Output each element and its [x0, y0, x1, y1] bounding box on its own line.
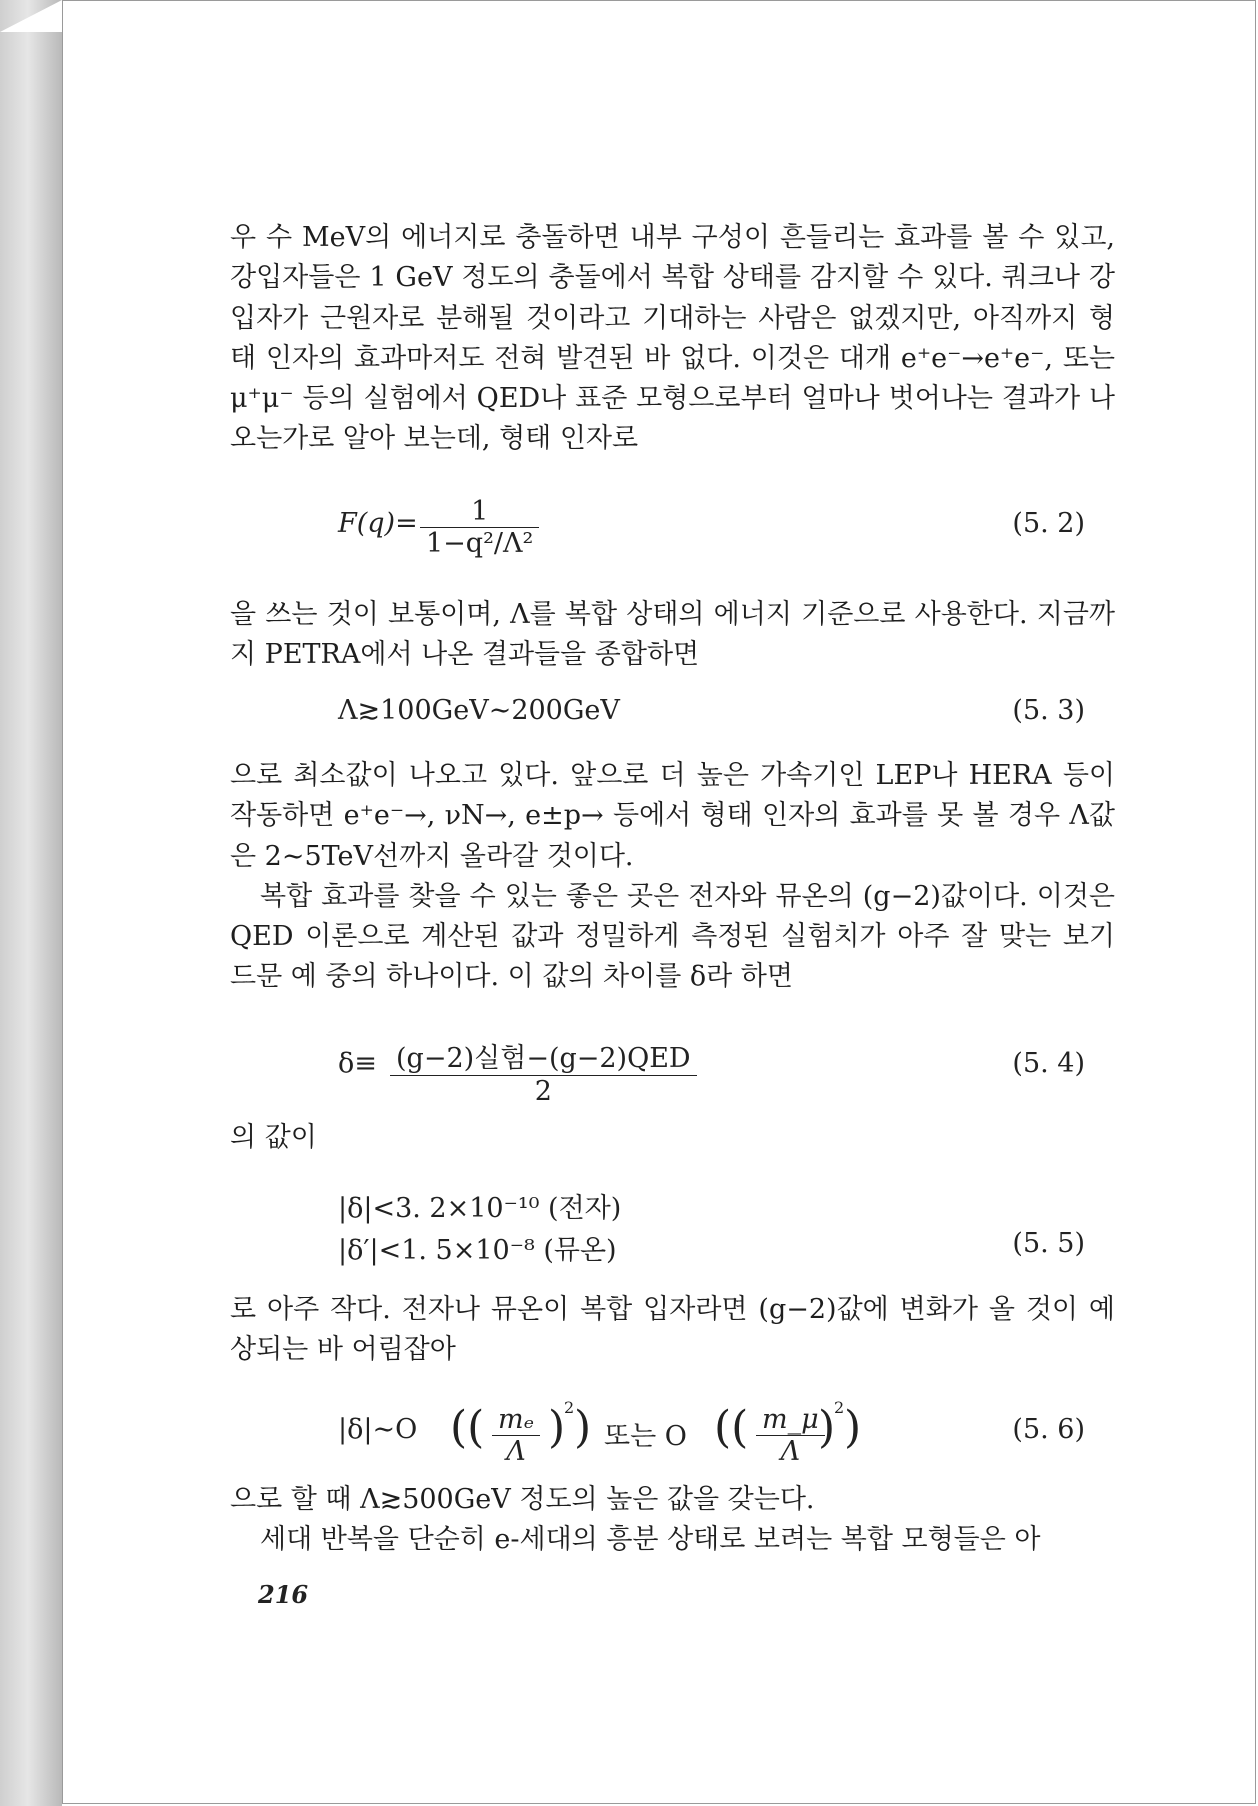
eq56-paren-close-1: ) — [548, 1402, 566, 1453]
page-number: 216 — [258, 1580, 309, 1609]
eq55-line1: |δ|<3. 2×10⁻¹⁰ (전자) — [338, 1193, 622, 1224]
eq56-frac1-denominator: Λ — [492, 1435, 540, 1467]
equation-5-3 — [230, 695, 1085, 731]
paragraph-6: 로 아주 작다. 전자나 뮤온이 복합 입자라면 (g−2)값에 변화가 올 것이 예상되는 바 어림잡아 — [230, 1294, 1115, 1366]
eq52-numerator: 1 — [471, 496, 489, 527]
eq56-frac1-numerator: mₑ — [498, 1404, 535, 1435]
equation-5-5 — [230, 1186, 1085, 1266]
eq56-exponent-2: 2 — [834, 1398, 845, 1417]
text-block-2 — [230, 595, 1115, 676]
paragraph-8: 세대 반복을 단순히 e-세대의 흥분 상태로 보려는 복합 모형들은 아 — [260, 1524, 1041, 1556]
eq54-fraction — [390, 1036, 697, 1107]
eq52-lhs: F(q)= — [338, 508, 418, 539]
eq53-number: (5. 3) — [1012, 695, 1085, 726]
eq56-frac2-numerator: m_μ — [762, 1404, 819, 1435]
text-block-6 — [230, 1480, 1115, 1561]
equation-5-4 — [230, 1036, 1085, 1107]
eq54-numerator: (g−2)실험−(g−2)QED — [396, 1043, 691, 1074]
eq56-paren-open-2: (( — [714, 1402, 749, 1453]
eq56-fraction-2 — [756, 1404, 825, 1467]
paragraph-5: 의 값이 — [230, 1122, 317, 1153]
eq52-fraction — [420, 496, 539, 559]
eq54-denominator: 2 — [390, 1075, 697, 1107]
eq52-denominator: 1−q²/Λ² — [420, 527, 539, 559]
equation-5-6 — [230, 1398, 1085, 1467]
paragraph-2: 을 쓰는 것이 보통이며, Λ를 복합 상태의 에너지 기준으로 사용한다. 지금까지 PETRA에서 나온 결과들을 종합하면 — [230, 599, 1115, 671]
paragraph-7: 으로 할 때 Λ≳500GeV 정도의 높은 값을 갖는다. — [230, 1484, 815, 1515]
eq56-paren-close-1b: ) — [574, 1402, 592, 1453]
eq56-number: (5. 6) — [1012, 1414, 1085, 1445]
eq56-paren-open-1: (( — [450, 1402, 485, 1453]
text-block-3 — [230, 756, 1115, 998]
text-block-1 — [230, 218, 1115, 460]
eq53-expr: Λ≳100GeV∼200GeV — [338, 695, 620, 726]
text-block-4 — [230, 1118, 1115, 1158]
paragraph-3: 으로 최소값이 나오고 있다. 앞으로 더 높은 가속기인 LEP나 HERA 등이 작동하면 e⁺e⁻→, νN→, e±p→ 등에서 형태 인자의 효과를 못 볼 경우 Λ값은 2∼5TeV선까지 올라갈 것이다. — [230, 760, 1115, 872]
eq56-paren-close-2b: ) — [844, 1402, 862, 1453]
eq54-lhs: δ≡ — [338, 1048, 377, 1079]
eq56-exponent-1: 2 — [564, 1398, 575, 1417]
eq55-number: (5. 5) — [1012, 1228, 1085, 1259]
eq56-middle: 또는 O — [604, 1421, 687, 1452]
text-block-5 — [230, 1290, 1115, 1371]
eq52-number: (5. 2) — [1012, 508, 1085, 539]
paragraph-4: 복합 효과를 찾을 수 있는 좋은 곳은 전자와 뮤온의 (g−2)값이다. 이것은 QED 이론으로 계산된 값과 정밀하게 측정된 실험치가 아주 잘 맞는 보기 드문 예 중의 하나이다. 이 값의 차이를 δ라 하면 — [230, 880, 1115, 993]
equation-5-2 — [230, 498, 1085, 558]
eq56-fraction-1 — [492, 1404, 540, 1467]
eq54-number: (5. 4) — [1012, 1048, 1085, 1079]
eq56-lhs: |δ|∼O — [338, 1414, 418, 1445]
eq56-paren-close-2: ) — [818, 1402, 836, 1453]
eq55-line2: |δ′|<1. 5×10⁻⁸ (뮤온) — [338, 1235, 617, 1266]
paragraph-1: 우 수 MeV의 에너지로 충돌하면 내부 구성이 흔들리는 효과를 볼 수 있고, 강입자들은 1 GeV 정도의 충돌에서 복합 상태를 감지할 수 있다. 쿼크나 강입자가 근원자로 분해될 것이라고 기대하는 사람은 없겠지만, 아직까지 형태 인자의 효과마저도 전혀 발견된 바 없다. 이것은 대개 e⁺e⁻→e⁺e⁻, 또는 μ⁺μ⁻ 등의 실험에서 QED나 표준 모형으로부터 얼마나 벗어나는 결과가 나오는가로 알아 보는데, 형태 인자로 — [230, 222, 1115, 455]
eq56-frac2-denominator: Λ — [756, 1435, 825, 1467]
book-spine — [0, 0, 62, 1806]
